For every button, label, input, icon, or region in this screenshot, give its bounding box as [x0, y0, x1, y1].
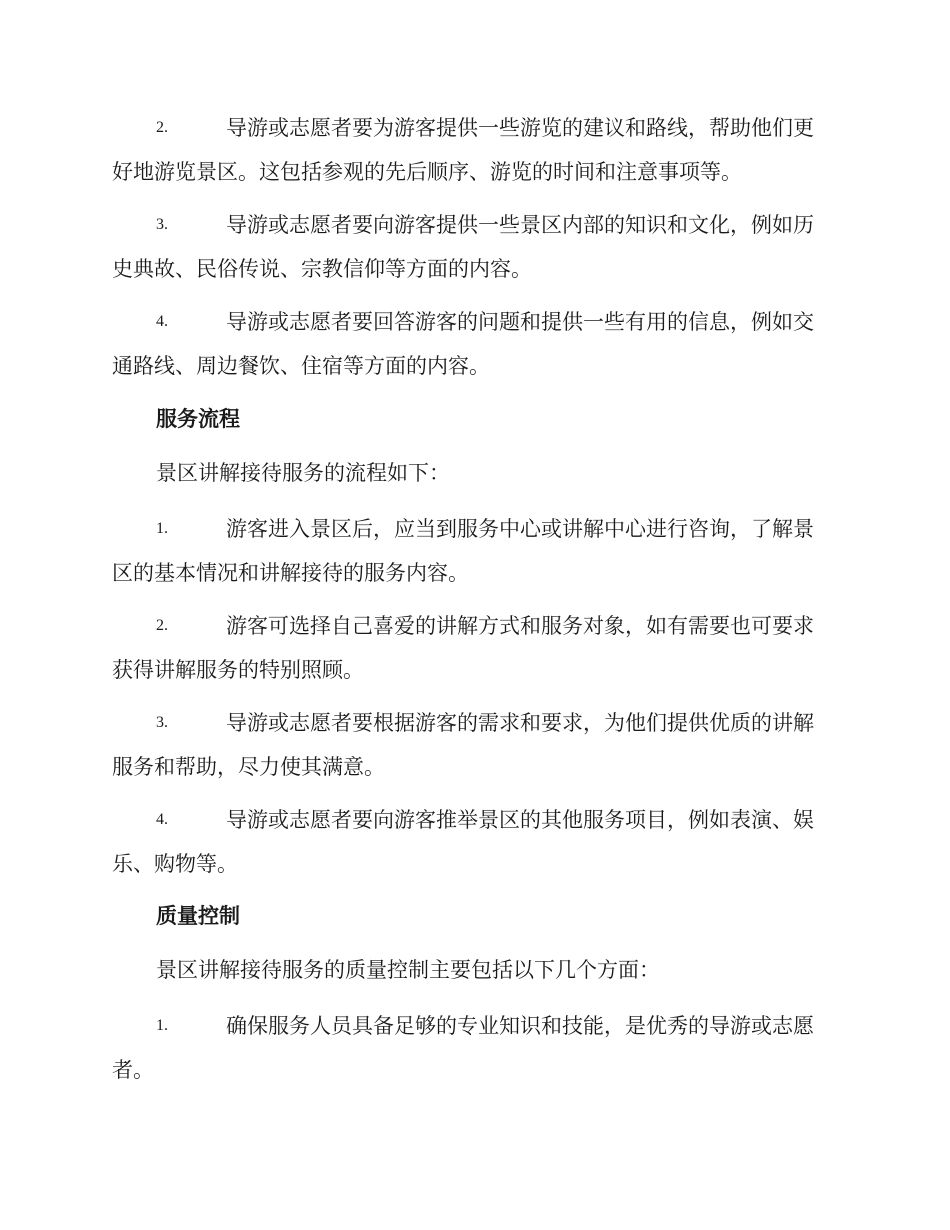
list-item [112, 701, 832, 789]
list-text-line2: 服务和帮助，尽力使其满意。 [112, 755, 385, 779]
list-text-line2: 好地游览景区。这包括参观的先后顺序、游览的时间和注意事项等。 [112, 160, 742, 184]
list-item [112, 604, 832, 692]
list-text-line1: 游客可选择自己喜爱的讲解方式和服务对象，如有需要也可要求 [226, 614, 814, 638]
list-number: 1. [156, 520, 168, 537]
list-number: 4. [156, 313, 168, 330]
list-text-line1: 导游或志愿者要回答游客的问题和提供一些有用的信息，例如交 [226, 310, 814, 334]
list-text-line2: 史典故、民俗传说、宗教信仰等方面的内容。 [112, 257, 532, 281]
list-text-line1: 导游或志愿者要向游客提供一些景区内部的知识和文化，例如历 [226, 213, 814, 237]
list-item [112, 300, 832, 388]
list-text-line2: 获得讲解服务的特别照顾。 [112, 658, 364, 682]
list-text-line2: 乐、购物等。 [112, 852, 238, 876]
list-text-line1: 导游或志愿者要为游客提供一些游览的建议和路线，帮助他们更 [226, 116, 814, 140]
list-item [112, 1004, 832, 1092]
list-text-line1: 导游或志愿者要根据游客的需求和要求，为他们提供优质的讲解 [226, 711, 814, 735]
list-text-line1: 确保服务人员具备足够的专业知识和技能，是优秀的导游或志愿 [226, 1014, 814, 1038]
list-item [112, 507, 832, 595]
list-number: 2. [156, 617, 168, 634]
list-text-line1: 游客进入景区后，应当到服务中心或讲解中心进行咨询，了解景 [226, 517, 814, 541]
section-heading-quality: 质量控制 [156, 904, 240, 928]
list-text-line2: 通路线、周边餐饮、住宿等方面的内容。 [112, 354, 490, 378]
list-text-line2: 者。 [112, 1058, 154, 1082]
list-number: 2. [156, 119, 168, 136]
list-text-line1: 导游或志愿者要向游客推举景区的其他服务项目，例如表演、娱 [226, 808, 814, 832]
list-item [112, 798, 832, 886]
section-intro-service-flow: 景区讲解接待服务的流程如下： [156, 461, 450, 485]
section-intro-quality: 景区讲解接待服务的质量控制主要包括以下几个方面： [156, 958, 660, 982]
list-number: 4. [156, 811, 168, 828]
section-heading-service-flow: 服务流程 [156, 407, 240, 431]
list-number: 3. [156, 216, 168, 233]
list-text-line2: 区的基本情况和讲解接待的服务内容。 [112, 561, 469, 585]
list-number: 3. [156, 714, 168, 731]
list-item [112, 203, 832, 291]
list-item [112, 106, 832, 194]
list-number: 1. [156, 1017, 168, 1034]
